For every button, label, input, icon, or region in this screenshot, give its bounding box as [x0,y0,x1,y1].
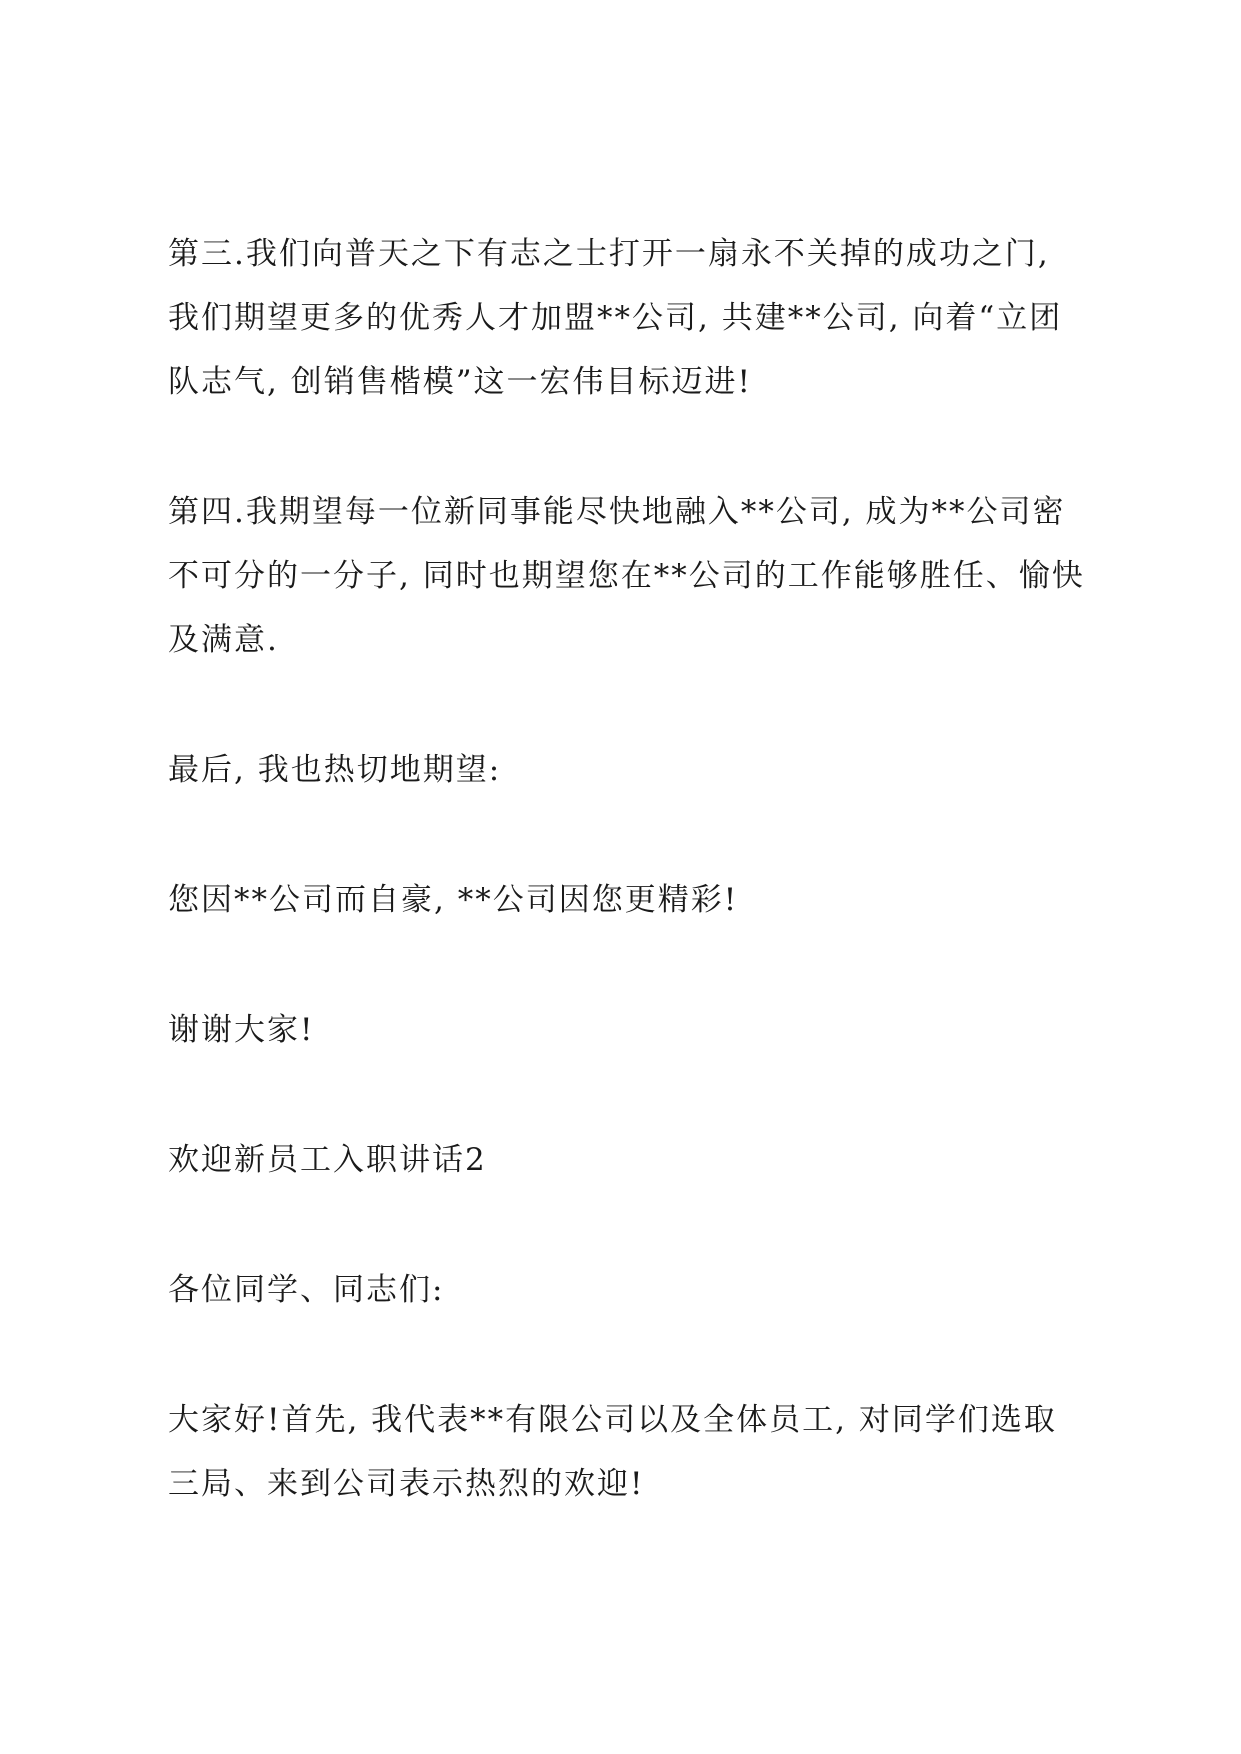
paragraph-third-point [168,222,1098,414]
text-line: 不可分的一分子, 同时也期望您在**公司的工作能够胜任、愉快 [168,558,1085,594]
section-heading [168,1128,1098,1192]
text-line: 三局、来到公司表示热烈的欢迎! [168,1466,645,1502]
text-line: 各位同学、同志们: [168,1272,445,1308]
text-line: 大家好!首先, 我代表**有限公司以及全体员工, 对同学们选取 [168,1402,1057,1438]
paragraph-greeting [168,1258,1098,1322]
paragraph-finally [168,738,1098,802]
paragraph-thanks [168,998,1098,1062]
text-line: 谢谢大家! [168,1012,315,1048]
paragraph-pride [168,868,1098,932]
text-line: 您因**公司而自豪, **公司因您更精彩! [168,882,739,918]
text-line: 我们期望更多的优秀人才加盟**公司, 共建**公司, 向着“立团 [168,300,1063,336]
text-line: 最后, 我也热切地期望: [168,752,502,788]
paragraph-fourth-point [168,480,1098,672]
text-line: 及满意. [168,622,279,658]
text-line: 第四.我期望每一位新同事能尽快地融入**公司, 成为**公司密 [168,494,1066,530]
text-line: 欢迎新员工入职讲话2 [168,1142,487,1178]
text-line: 第三.我们向普天之下有志之士打开一扇永不关掉的成功之门, [168,236,1050,272]
text-line: 队志气, 创销售楷模”这一宏伟目标迈进! [168,364,753,400]
paragraph-welcome [168,1388,1098,1516]
